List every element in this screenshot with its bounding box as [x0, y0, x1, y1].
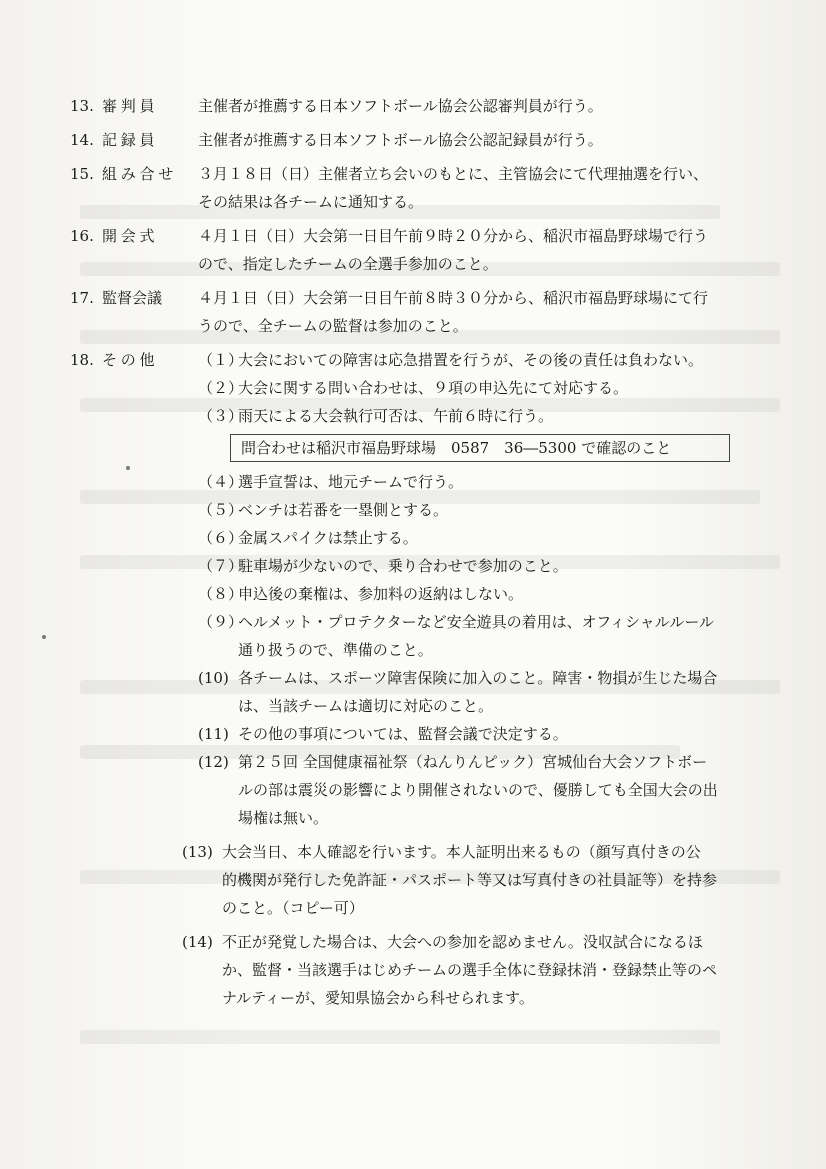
- provision-6: （６） 金属スパイクは禁止する。: [198, 529, 418, 547]
- provision-2: （２） 大会に関する問い合わせは、９項の申込先にて対応する。: [198, 379, 629, 397]
- item-18: 18. その他 （１） 大会においての障害は応急措置を行うが、その後の責任は負わない。: [70, 346, 750, 374]
- provision-10: (10) 各チームは、スポーツ障害保険に加入のこと。障害・物損が生じた場合 は、当該チームは適切に対応のこと。: [198, 669, 718, 715]
- provision-8: （８） 申込後の棄権は、参加料の返納はしない。: [198, 585, 524, 603]
- item-15: 15. 組み合せ ３月１８日（日）主催者立ち会いのもとに、主管協会にて代理抽選を行い、 その結果は各チームに通知する。: [70, 160, 750, 216]
- item-label: 記録員: [102, 131, 159, 149]
- provision-3: （３） 雨天による大会執行可否は、午前６時に行う。: [198, 407, 554, 425]
- item-label: 審判員: [102, 97, 159, 115]
- provision-4: （４） 選手宣誓は、地元チームで行う。: [198, 473, 464, 491]
- provision-11: (11) その他の事項については、監督会議で決定する。: [198, 725, 568, 743]
- item-label: その他: [102, 351, 159, 369]
- item-17: 17. 監督会議 ４月１日（日）大会第一日目午前８時３０分から、稲沢市福島野球場にて行 うので、全チームの監督は参加のこと。: [70, 284, 750, 340]
- provision-7: （７） 駐車場が少ないので、乗り合わせで参加のこと。: [198, 557, 568, 575]
- inquiry-notice-box: 問合わせは稲沢市福島野球場 0587 36―5300 で確認のこと: [230, 434, 730, 462]
- provision-5: （５） ベンチは若番を一塁側とする。: [198, 501, 449, 519]
- item-label: 組み合せ: [102, 165, 178, 183]
- document-body: [70, 92, 750, 1012]
- provision-14: (14) 不正が発覚した場合は、大会への参加を認めません。没収試合になるほ か、監督・当該選手はじめチームの選手全体に登録抹消・登録禁止等のペ ナルティーが、愛知県協会から科せられます。: [182, 933, 718, 1007]
- punch-mark: [42, 635, 46, 639]
- provision-12: (12) 第２５回 全国健康福祉祭（ねんりんピック）宮城仙台大会ソフトボー ルの部は震災の影響により開催されないので、優勝しても全国大会の出 場権は無い。: [198, 753, 718, 827]
- item-label: 監督会議: [102, 289, 163, 307]
- item-14: 14. 記録員 主催者が推薦する日本ソフトボール協会公認記録員が行う。: [70, 126, 750, 154]
- provision-9: （９） ヘルメット・プロテクターなど安全遊具の着用は、オフィシャルルール 通り扱うので、準備のこと。: [198, 613, 715, 659]
- item-label: 開会式: [102, 227, 159, 245]
- item-16: 16. 開会式 ４月１日（日）大会第一日目午前９時２０分から、稲沢市福島野球場で行う ので、指定したチームの全選手参加のこと。: [70, 222, 750, 278]
- item-13: 13. 審判員 主催者が推薦する日本ソフトボール協会公認審判員が行う。: [70, 92, 750, 120]
- provision-13: (13) 大会当日、本人確認を行います。本人証明出来るもの（顔写真付きの公 的機関が発行した免許証・パスポート等又は写真付きの社員証等）を持参 のこと。（コピー可）: [182, 843, 718, 917]
